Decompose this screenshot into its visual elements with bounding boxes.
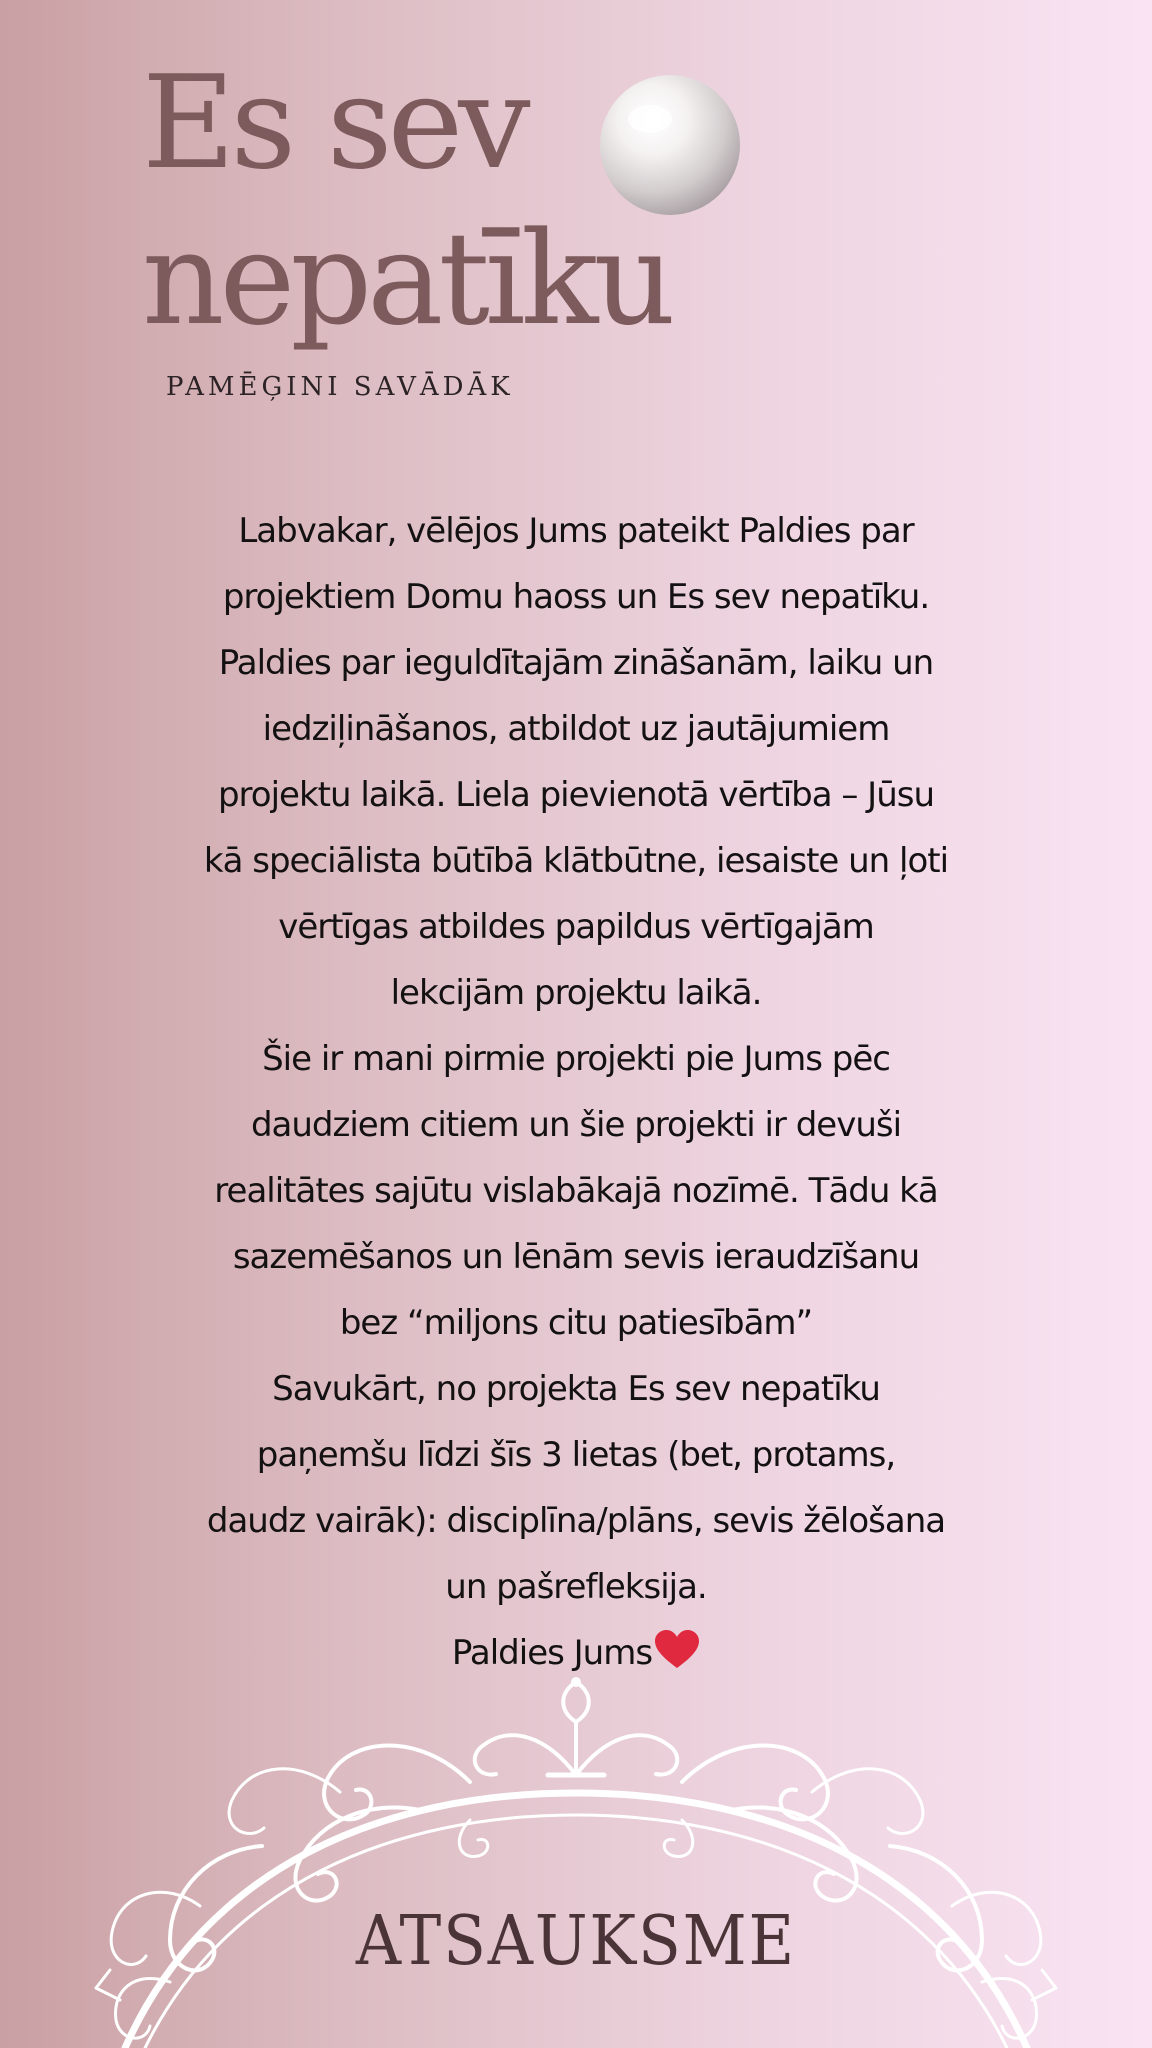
pearl-icon — [598, 73, 742, 217]
message-line: realitātes sajūtu vislabākajā nozīmē. Tādu kā — [214, 1171, 938, 1211]
title-line-1: Es sev — [142, 49, 526, 198]
badge-label: ATSAUKSME — [355, 1902, 797, 1981]
message-line: projektiem Domu haoss un Es sev nepatīku. — [222, 577, 930, 617]
message-line: daudz vairāk): disciplīna/plāns, sevis žēlošana — [206, 1501, 946, 1541]
message-line: Labvakar, vēlējos Jums pateikt Paldies par — [238, 511, 914, 551]
message-line: projektu laikā. Liela pievienotā vērtība – Jūsu — [217, 775, 935, 815]
message-line: Šie ir mani pirmie projekti pie Jums pēc — [262, 1039, 890, 1079]
message-line: iedziļināšanos, atbildot uz jautājumiem — [262, 709, 890, 749]
closing-text: Paldies Jums — [451, 1633, 653, 1673]
message-line: lekcijām projektu laikā. — [390, 973, 762, 1013]
message-line: Savukārt, no projekta Es sev nepatīku — [272, 1369, 880, 1409]
message-line: sazemēšanos un lēnām sevis ieraudzīšanu — [232, 1237, 920, 1277]
message-line: un pašrefleksija. — [445, 1567, 707, 1607]
message-line: bez “miljons citu patiesībām” — [339, 1303, 813, 1343]
message-line: vērtīgas atbildes papildus vērtīgajām — [278, 907, 874, 947]
message-line: kā speciālista būtībā klātbūtne, iesaiste un ļoti — [203, 841, 949, 881]
subtitle: PAMĒĢINI SAVĀDĀK — [166, 372, 514, 402]
ornate-arch-icon — [0, 1670, 1152, 2048]
page-title — [142, 46, 671, 358]
message-line: paņemšu līdzi šīs 3 lietas (bet, protams, — [256, 1435, 896, 1475]
message-line: Paldies par ieguldītajām zināšanām, laiku un — [218, 643, 934, 683]
message-line: daudziem citiem un šie projekti ir devuši — [250, 1105, 902, 1145]
heart-icon — [654, 1630, 700, 1670]
title-line-2: nepatīku — [142, 205, 671, 354]
testimonial-text — [120, 498, 1032, 1686]
